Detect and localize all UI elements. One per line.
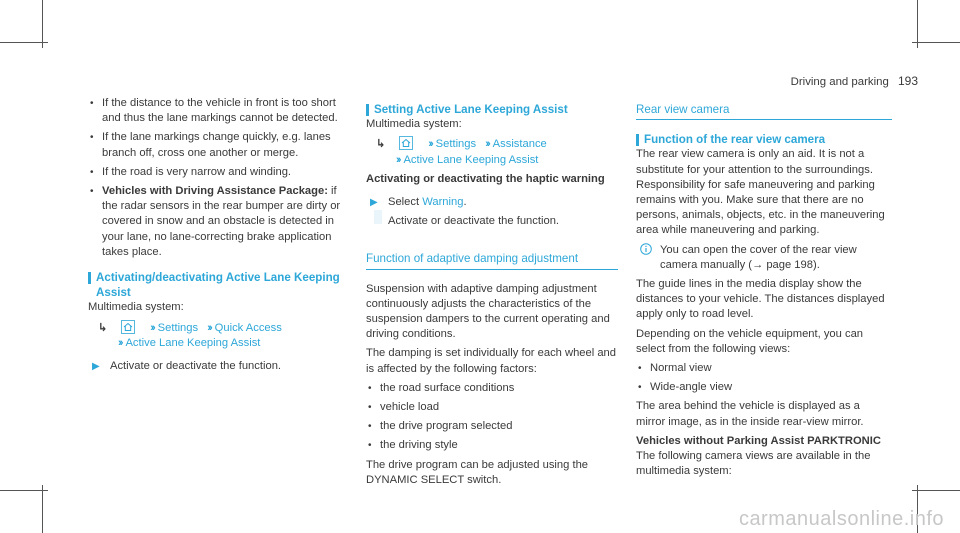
- multimedia-label: Multimedia system:: [366, 118, 462, 131]
- chevron-right-icon: ››: [485, 138, 489, 151]
- package-label: Vehicles with Driving Assistance Package:: [102, 185, 328, 198]
- paragraph: The guide lines in the media display show the distances to your vehicle. The distances displayed apply only to road level.: [636, 278, 885, 321]
- factor-list: [366, 381, 618, 454]
- crop-mark: [912, 490, 960, 491]
- info-note: [636, 243, 892, 273]
- list-item: • If the road is very narrow and winding.: [88, 165, 344, 180]
- home-icon: [399, 136, 413, 150]
- list-item: • If the distance to the vehicle in front is too short and thus the lane markings cannot be detected.: [88, 96, 344, 126]
- return-arrow-icon: ↳: [98, 321, 108, 334]
- crop-mark: [912, 42, 960, 43]
- section-heading: Setting Active Lane Keeping Assist: [366, 102, 618, 117]
- path-quick-access[interactable]: Quick Access: [214, 321, 282, 334]
- list-item: • If the lane markings change quickly, e.g. lanes branch off, cross one another or merge.: [88, 130, 344, 160]
- paragraph: The drive program can be adjusted using the DYNAMIC SELECT switch.: [366, 458, 589, 486]
- section-title: Function of adaptive damping adjustment: [366, 251, 618, 269]
- list-item: • the driving style: [366, 438, 618, 453]
- path-active-lane-keeping-assist[interactable]: Active Lane Keeping Assist: [403, 153, 539, 166]
- running-header: [791, 74, 918, 90]
- subheading: Activating or deactivating the haptic warning: [366, 172, 605, 185]
- list-item: [88, 184, 344, 260]
- list-item: • vehicle load: [366, 400, 618, 415]
- action-step: ▶ Activate or deactivate the function.: [88, 359, 344, 374]
- chevron-right-icon: ››: [428, 138, 432, 151]
- step-suffix: .: [463, 196, 467, 209]
- menu-path: [366, 136, 618, 167]
- step-prefix: Select: [388, 196, 423, 209]
- watermark: carmanualsonline.info: [738, 507, 944, 530]
- crop-mark: [917, 0, 918, 48]
- package-text: if the radar sensors in the rear bumper are dirty or covered in snow and an obstacle is detected in your lane, no lane-correcting brake application takes place.: [102, 185, 341, 258]
- paragraph: Depending on the vehicle equipment, you can select from the following views:: [636, 327, 864, 355]
- paragraph: The following camera views are available in the multimedia system:: [636, 450, 871, 478]
- chevron-right-icon: ››: [118, 336, 122, 349]
- column-middle: [366, 102, 618, 492]
- chevron-right-icon: ››: [207, 321, 211, 334]
- equipment-label: Vehicles without Parking Assist PARKTRONIC: [636, 434, 881, 447]
- crop-mark: [42, 485, 43, 533]
- crop-mark: [42, 0, 43, 48]
- path-assistance[interactable]: Assistance: [492, 138, 547, 151]
- menu-path: [88, 320, 344, 351]
- page-number: 193: [897, 74, 918, 88]
- note-text: You can open the cover of the rear view camera manually (→ page 198).: [660, 243, 857, 271]
- view-list: [636, 361, 892, 395]
- section-heading: Activating/deactivating Active Lane Keeping Assist: [88, 270, 344, 300]
- header-section: Driving and parking: [790, 76, 889, 88]
- list-item: • the drive program selected: [366, 419, 618, 434]
- condition-list: [88, 96, 344, 260]
- list-item: • Normal view: [636, 361, 892, 376]
- paragraph: The area behind the vehicle is displayed as a mirror image, as in the inside rear-view mirror.: [636, 400, 864, 428]
- multimedia-label: Multimedia system:: [88, 301, 184, 314]
- section-title: Rear view camera: [636, 102, 892, 120]
- chevron-right-icon: ››: [150, 321, 154, 334]
- chevron-right-icon: ››: [396, 153, 400, 166]
- list-item: • the road surface conditions: [366, 381, 618, 396]
- path-settings[interactable]: Settings: [435, 138, 477, 151]
- warning-link[interactable]: Warning: [422, 196, 464, 209]
- paragraph: The damping is set individually for each wheel and is affected by the following factors:: [366, 347, 616, 375]
- home-icon: [121, 320, 135, 334]
- path-settings[interactable]: Settings: [157, 321, 199, 334]
- result-text: Activate or deactivate the function.: [366, 214, 618, 229]
- action-step: [366, 195, 618, 210]
- paragraph: The rear view camera is only an aid. It is not a substitute for your attention to the surroundings. Responsibility for safe maneuvering and parking remains with you. Make sure that there are no persons, animals, objects, etc. in the maneuvering area while maneuvering and parking.: [636, 148, 885, 237]
- crop-mark: [0, 490, 48, 491]
- info-icon: [640, 243, 652, 255]
- column-left: [88, 96, 344, 378]
- list-item: • Wide-angle view: [636, 380, 892, 395]
- section-heading: Function of the rear view camera: [636, 132, 892, 147]
- return-arrow-icon: ↳: [376, 138, 386, 151]
- path-active-lane-keeping-assist[interactable]: Active Lane Keeping Assist: [125, 336, 261, 349]
- paragraph: Suspension with adaptive damping adjustment continuously adjusts the characteristics of the suspension dampers to the current operating and driving conditions.: [366, 282, 610, 341]
- column-right: [636, 102, 892, 483]
- crop-mark: [0, 42, 48, 43]
